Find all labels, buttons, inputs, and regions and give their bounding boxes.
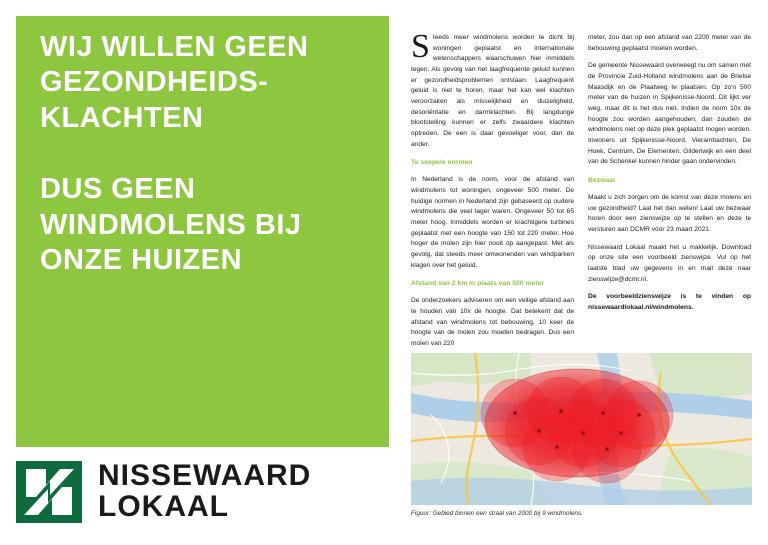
- paragraph-closing: De voorbeeldzienswijze is te vinden op nissewaardlokaal.nl/windmolens.: [588, 293, 751, 312]
- article-body: [411, 28, 752, 348]
- headline-panel: [16, 16, 389, 447]
- headline-block: [40, 30, 380, 278]
- double-chevron-logo-icon: [16, 461, 82, 523]
- page-title-primary: WIJ WILLEN GEEN GEZONDHEIDS-KLACHTEN: [40, 31, 309, 134]
- brand-line-1: NISSEWAARD: [98, 459, 312, 493]
- article-column-2: [588, 33, 751, 333]
- paragraph-afstand: De onderzoekers adviseren om een veilige afstand aan te houden van 10x de hoogte. Dat betekent dat de afstand van windmolens tot bebouwing, 10 keer de hoogte van de molen zou moeten bedragen. Dus een molen van 220: [411, 297, 574, 348]
- drop-cap: S: [411, 28, 430, 65]
- paragraph-afstand-cont: meter, zou dan op een afstand van 2200 meter van de bebouwing geplaatst moeten worden.: [588, 34, 751, 52]
- article-column-1: [411, 28, 574, 348]
- figure-caption: Figuur: Gebied binnen een straal van 2000 bij 9 windmolens.: [411, 510, 583, 517]
- subheading-bezwaar: Bezwaar: [588, 177, 616, 185]
- page-title-secondary: DUS GEEN WINDMOLENS BIJ ONZE HUIZEN: [40, 173, 302, 276]
- subheading-soepele-normen: Te soepele normen: [411, 159, 473, 167]
- intro-text: teeds meer windmolens worden te dicht bij woningen geplaatst en internationale wetenschappers waarschuwen hier inmiddels tegen. Als gevolg van het laagfrequente geluid kunnen er gezondheidsproblemen ontstaan. Laagfrequent geluid is niet te horen, maar het kan wel klachten veroorzaken als misselijkheid en duizeligheid, desoriëntatie en darmklachten. Bij langdurige blootstelling kunnen er zelfs zwaardere klachten optreden. De een is daar gevoeliger voor, dan de ander.: [411, 34, 574, 148]
- paragraph-bezwaar: Maakt u zich zorgen om de komst van deze molens en uw gezondheid? Laat het dan weten! Laat uw bezwaar horen door een zienswijze op te stellen en deze te versturen aan DCMR vóór 23 maart 2021.: [588, 194, 751, 234]
- paragraph-gemeente: De gemeente Nissewaard overweegt nu om samen met de Provincie Zuid-Holland windmolens aan de Brielse Maasdijk en de Plaatweg te plaatsen. Op zo'n 500 meter van de huizen in Spijkenisse-Noord. Dit lijkt ver weg, maar dit is het dus niet. Indien de norm 10x de hoogte zou worden aangehouden, dan zouden de windmolens niet op deze plek geplaatst mogen worden. Inwoners uit Spijkenisse-Noord, Vierambachten, De Hoek, Centrum, De Elementen, Gildenwijk en een deel van de Schenkel kunnen hinder gaan ondervinden.: [588, 62, 751, 166]
- map-figure: [411, 353, 752, 517]
- intro-paragraph: [411, 28, 574, 150]
- brand-wordmark: [98, 461, 311, 522]
- subheading-afstand: Afstand van 2 km in plaats van 500 meter: [411, 280, 544, 288]
- brand-line-2: LOKAAL: [98, 490, 229, 523]
- paragraph-soepele-normen: In Nederland is de norm, voor de afstand van windmolens tot woningen, ongeveer 500 meter. De huidige normen in Nederland zijn gebaseerd op oudere windmolens die veel lager waren. Ongeveer 50 tot 65 meter hoog. Inmiddels worden er krachtigere turbines geplaatst met een hoogte van 150 tot 220 meter. Hoe hoger de molen zijn hier nooit op aangepast. Met als gevolg, dat steeds meer omwonenden van windparken klagen over het geluid.: [411, 176, 574, 269]
- map-image: [411, 353, 752, 505]
- brand-logo: [16, 455, 389, 529]
- paragraph-download: Nissewaard Lokaal maakt het u makkelijk. Download op onze site een voorbeeld zienswijze. Vul op het laatste blad uw gegevens in en mail deze naar zienswijze@dcmr.nl.: [588, 243, 751, 283]
